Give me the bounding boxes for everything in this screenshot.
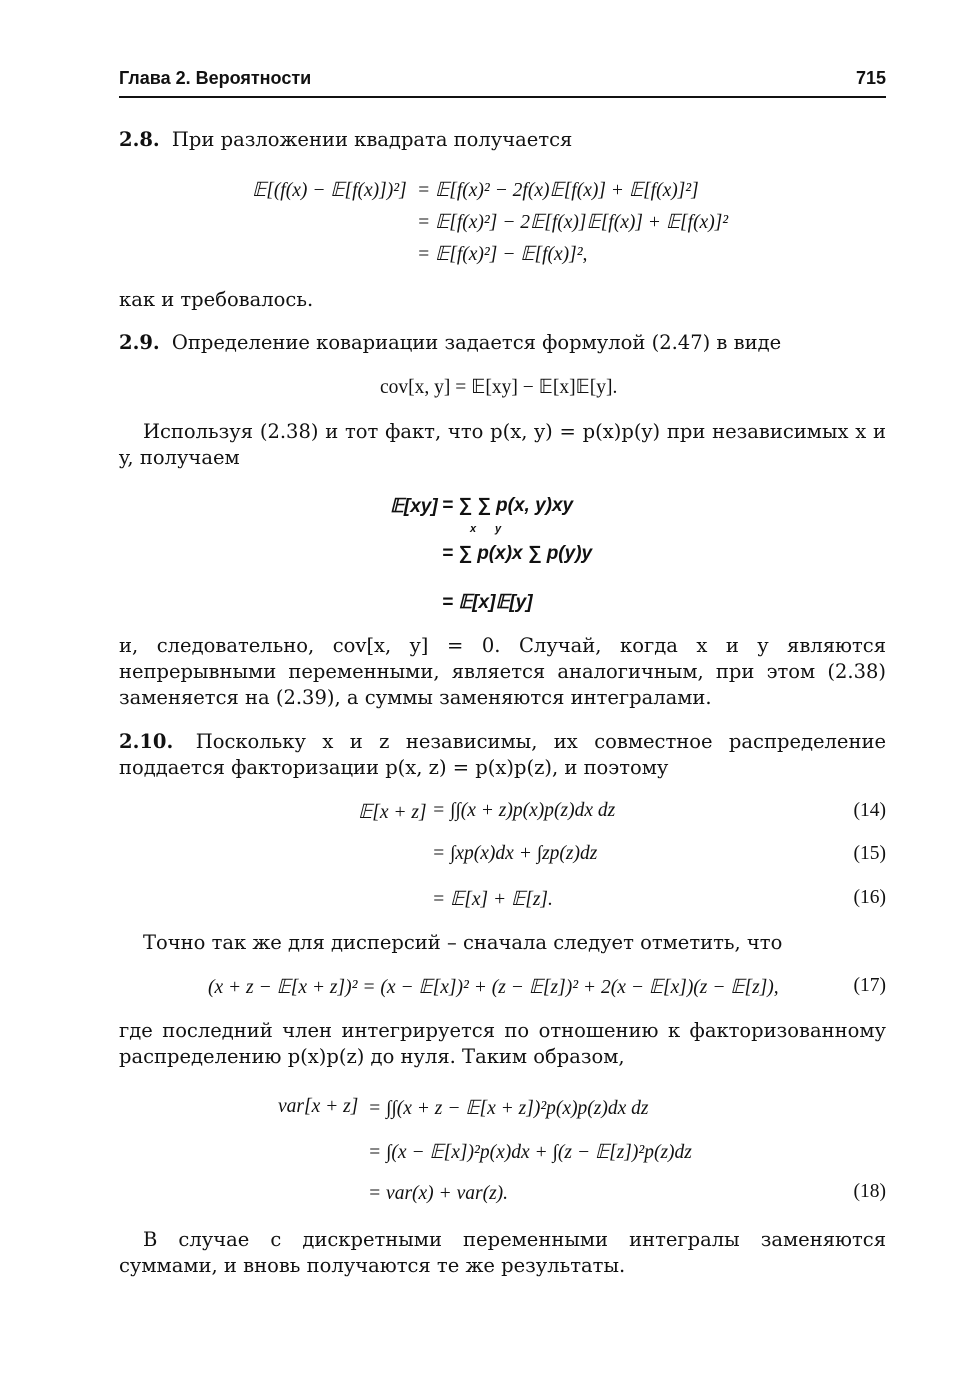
eq-2-8-line2: = 𝔼[f(x)²] − 2𝔼[f(x)]𝔼[f(x)] + 𝔼[f(x)]² [417,212,729,233]
eq-14-rhs: = ∫∫(x + z)p(x)p(z)dx dz [432,800,616,821]
exercise-2-8-intro [119,127,886,153]
eq-18-line2: = ∫(x − 𝔼[x])²p(x)dx + ∫(z − 𝔼[z])²p(z)dz [368,1142,692,1163]
exercise-number: 2.10. [119,730,174,753]
exercise-2-9-para: Используя (2.38) и тот факт, что p(x, y) = p(x)p(y) при независимых x и y, получаем [119,420,886,469]
equation-number-17: (17) [853,975,886,996]
eq-18-line1: = ∫∫(x + z − 𝔼[x + z])²p(x)p(z)dx dz [368,1098,649,1119]
sum-subscript-x: x [470,523,477,535]
exercise-text: Поскольку x и z независимы, их совместное распределение поддается факторизации p(x, z) = p(x)p(z), и поэтому [119,730,886,779]
sum-subscript-y: y [495,523,502,535]
exercise-number: 2.9. [119,331,160,354]
eq-14-lhs: 𝔼[x + z] [358,802,427,823]
eq-covariance: cov[x, y] = 𝔼[xy] − 𝔼[x]𝔼[y]. [380,377,618,398]
equation-number-16: (16) [853,887,886,908]
equation-number-18: (18) [853,1181,886,1202]
exercise-number: 2.8. [119,128,160,151]
eq-15-rhs: = ∫xp(x)dx + ∫zp(z)dz [432,843,598,864]
eq-17: (x + z − 𝔼[x + z])² = (x − 𝔼[x])² + (z − 𝔼[z])² + 2(x − 𝔼[x])(z − 𝔼[z]), [208,977,779,998]
eq-2-9-line1: = ∑ ∑ p(x, y)xy [442,495,574,516]
eq-2-8-line1: = 𝔼[f(x)² − 2f(x)𝔼[f(x)] + 𝔼[f(x)]²] [417,180,699,201]
eq-18-lhs: var[x + z] [278,1096,359,1117]
exercise-2-8-outro: как и требовалось. [119,288,314,311]
eq-2-9-lhs: 𝔼[xy] [390,496,438,517]
eq-2-9-line3: = 𝔼[x]𝔼[y] [442,592,533,613]
exercise-2-10-outro: В случае с дискретными переменными интегралы заменяются суммами, и вновь получаются те же результаты. [119,1228,886,1277]
eq-2-8-line3: = 𝔼[f(x)²] − 𝔼[f(x)]², [417,244,588,265]
exercise-text: При разложении квадрата получается [171,128,573,151]
exercise-2-10-para: Точно так же для дисперсий – сначала следует отметить, что [143,931,783,954]
eq-2-9-line2: = ∑ p(x)x ∑ p(y)y [442,543,593,564]
running-header [119,66,886,98]
equation-number-15: (15) [853,843,886,864]
eq-18-line3: = var(x) + var(z). [368,1183,509,1204]
eq-16-rhs: = 𝔼[x] + 𝔼[z]. [432,889,553,910]
chapter-title: Глава 2. Вероятности [119,68,312,88]
exercise-2-10-para2: где последний член интегрируется по отношению к факторизованному распределению p(x)p(z) до нуля. Таким образом, [119,1019,886,1068]
exercise-text: Определение ковариации задается формулой (2.47) в виде [171,331,782,354]
equation-number-14: (14) [853,800,886,821]
exercise-2-10-intro [119,729,886,781]
eq-2-8-lhs: 𝔼[(f(x) − 𝔼[f(x)])²] [252,180,407,201]
exercise-2-9-outro: и, следовательно, cov[x, y] = 0. Случай, когда x и y являются непрерывными переменными, является аналогичным, при этом (2.38) заменяется на (2.39), а суммы заменяются интегралами. [119,634,886,709]
page-number: 715 [855,68,886,88]
exercise-2-9-intro [119,330,886,356]
